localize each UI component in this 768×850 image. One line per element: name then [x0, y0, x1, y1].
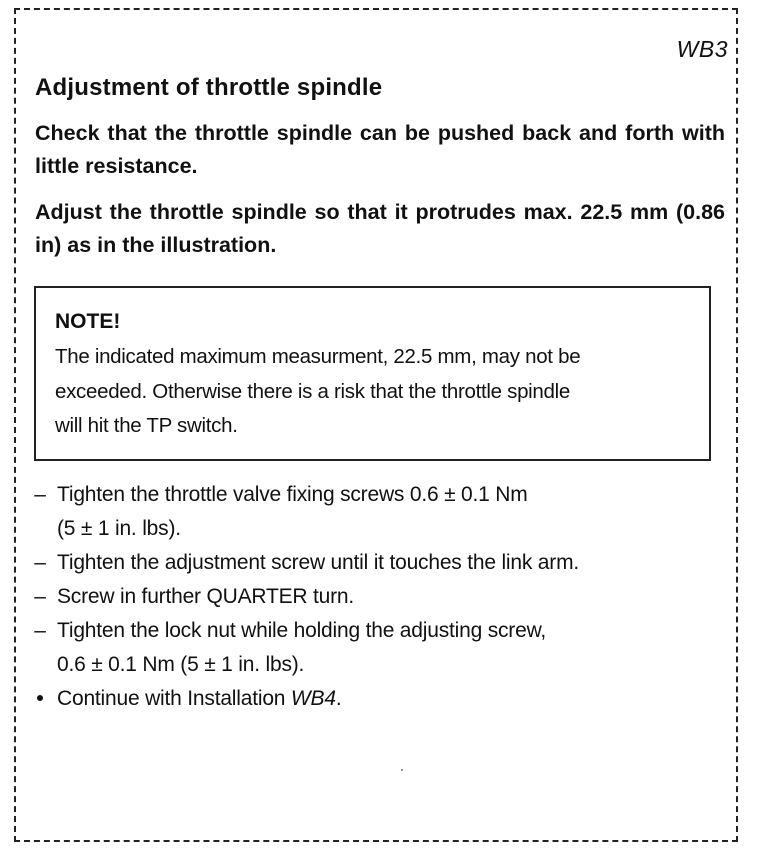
step-line	[57, 682, 730, 716]
steps-list	[30, 478, 730, 716]
note-text	[55, 340, 695, 444]
step-continue-installation	[30, 682, 730, 716]
step-line: (5 ± 1 in. lbs).	[57, 517, 181, 540]
note-line: will hit the TP switch.	[55, 414, 238, 437]
step-quarter-turn	[30, 580, 730, 614]
step-tighten-lock-nut	[30, 614, 730, 682]
note-line: exceeded. Otherwise there is a risk that the throttle spindle	[55, 379, 570, 403]
paragraph-adjust-spindle: Adjust the throttle spindle so that it protrudes max. 22.5 mm (0.86 in) as in the illustration.	[35, 200, 725, 257]
page-title: Adjustment of throttle spindle	[35, 74, 383, 101]
step-tighten-adjustment-screw	[30, 546, 730, 580]
dash-marker: –	[34, 619, 46, 642]
section-code: WB3	[676, 36, 728, 62]
dash-marker: –	[34, 483, 46, 506]
note-box	[34, 286, 711, 461]
step-line: 0.6 ± 0.1 Nm (5 ± 1 in. lbs).	[57, 653, 305, 676]
step-line: Tighten the throttle valve fixing screws 0.6 ± 0.1 Nm	[57, 483, 528, 506]
note-title: NOTE!	[55, 310, 121, 333]
paragraph-check-spindle: Check that the throttle spindle can be pushed back and forth with little resistance.	[35, 121, 725, 178]
step-line: Screw in further QUARTER turn.	[57, 585, 355, 608]
dash-marker: –	[34, 585, 46, 608]
step-line: Tighten the lock nut while holding the adjusting screw,	[57, 619, 547, 642]
note-line: The indicated maximum measurment, 22.5 mm, may not be	[55, 345, 581, 368]
continue-end: .	[335, 687, 342, 710]
step-line: Tighten the adjustment screw until it touches the link arm.	[57, 551, 580, 574]
continue-text: Continue with Installation	[57, 687, 291, 710]
step-tighten-fixing-screws	[30, 478, 730, 546]
section-reference-link[interactable]: WB4	[290, 687, 336, 710]
scan-speck	[401, 769, 403, 771]
dash-marker: –	[34, 551, 46, 574]
bullet-icon	[30, 682, 50, 716]
